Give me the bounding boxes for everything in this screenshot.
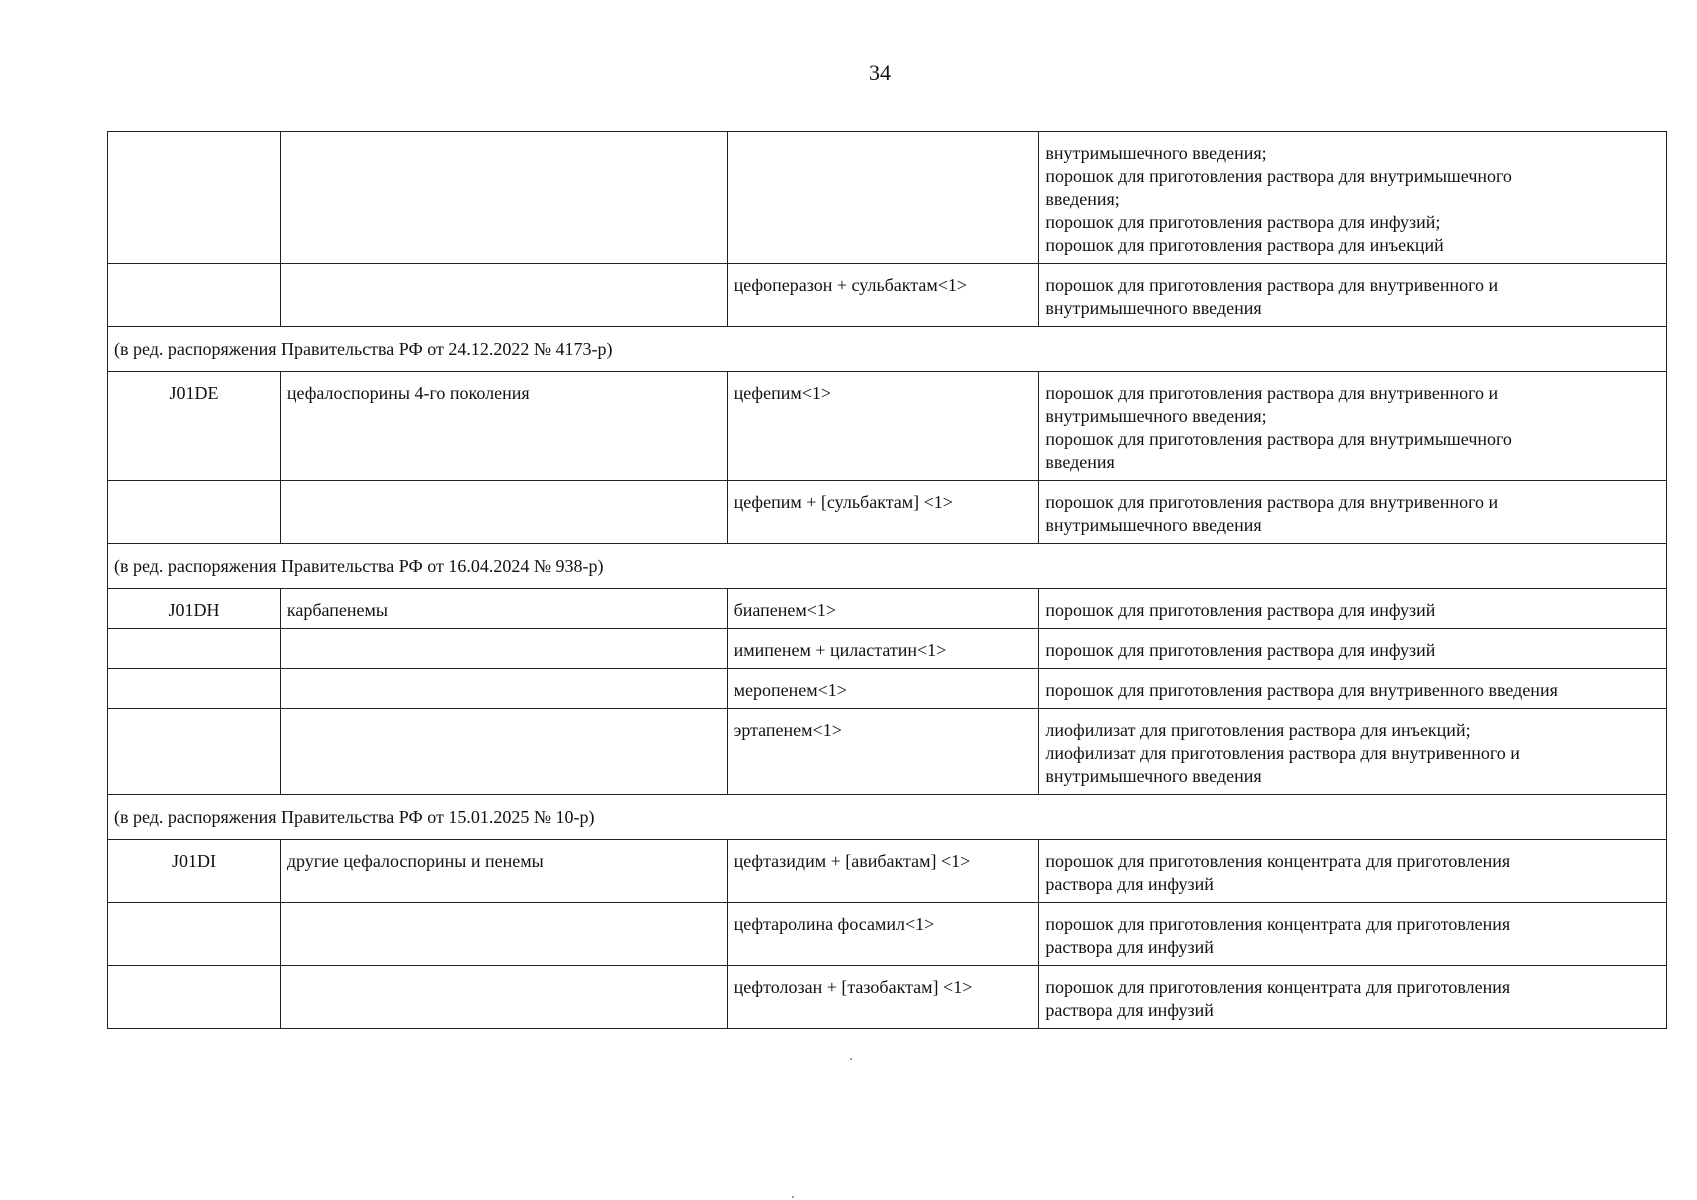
dosage-form-line: внутримышечного введения; [1045,143,1267,163]
pharmacological-group-cell [280,709,727,795]
table-row [108,629,1667,669]
atc-code-cell: J01DE [108,372,281,481]
drug-name-cell: эртапенем<1> [727,709,1039,795]
drug-name-cell [727,132,1039,264]
dosage-forms-cell [1039,966,1667,1029]
pharmacological-group-cell [280,264,727,327]
dosage-forms-cell [1039,132,1667,264]
dosage-forms-cell [1039,903,1667,966]
scan-speck [792,1196,794,1198]
dosage-form-line: порошок для приготовления концентрата для приготовления [1045,851,1511,871]
dosage-forms-cell [1039,264,1667,327]
dosage-form-line: порошок для приготовления раствора для инфузий [1045,600,1436,620]
dosage-form-line: раствора для инфузий [1045,1000,1214,1020]
dosage-forms-cell [1039,709,1667,795]
amendment-note-row [108,544,1667,589]
atc-code-cell [108,903,281,966]
atc-code-cell: J01DI [108,840,281,903]
scan-speck [850,1058,852,1060]
dosage-form-line: внутримышечного введения; [1045,406,1267,426]
amendment-note-row [108,795,1667,840]
dosage-forms-cell [1039,629,1667,669]
drug-name-cell: биапенем<1> [727,589,1039,629]
amendment-note: (в ред. распоряжения Правительства РФ от 16.04.2024 № 938-р) [108,544,1667,589]
drug-name-cell: цефепим + [сульбактам] <1> [727,481,1039,544]
dosage-form-line: внутримышечного введения [1045,515,1262,535]
dosage-form-line: порошок для приготовления концентрата для приготовления [1045,914,1511,934]
dosage-form-line: порошок для приготовления раствора для внутривенного и [1045,383,1499,403]
drug-name-cell: цефтазидим + [авибактам] <1> [727,840,1039,903]
dosage-forms-cell [1039,481,1667,544]
dosage-form-line: лиофилизат для приготовления раствора для инъекций; [1045,720,1471,740]
medicines-table [107,131,1667,1029]
drug-name-cell: меропенем<1> [727,669,1039,709]
dosage-form-line: лиофилизат для приготовления раствора для внутривенного и [1045,743,1520,763]
dosage-form-line: введения [1045,452,1115,472]
drug-name-cell: имипенем + циластатин<1> [727,629,1039,669]
dosage-form-line: внутримышечного введения [1045,298,1262,318]
table-row [108,669,1667,709]
dosage-form-line: порошок для приготовления раствора для внутривенного и [1045,492,1499,512]
pharmacological-group-cell [280,669,727,709]
table-row [108,966,1667,1029]
dosage-form-line: порошок для приготовления раствора для инфузий [1045,640,1436,660]
pharmacological-group-cell [280,966,727,1029]
dosage-form-line: порошок для приготовления концентрата для приготовления [1045,977,1511,997]
dosage-form-line: порошок для приготовления раствора для внутримышечного [1045,429,1512,449]
amendment-note: (в ред. распоряжения Правительства РФ от 24.12.2022 № 4173-р) [108,327,1667,372]
dosage-form-line: порошок для приготовления раствора для инфузий; [1045,212,1441,232]
dosage-forms-cell [1039,589,1667,629]
table-row [108,132,1667,264]
dosage-form-line: порошок для приготовления раствора для внутривенного и [1045,275,1499,295]
dosage-form-line: внутримышечного введения [1045,766,1262,786]
table-row [108,481,1667,544]
table-row [108,840,1667,903]
table-row [108,903,1667,966]
atc-code-cell [108,481,281,544]
dosage-form-line: порошок для приготовления раствора для внутривенного введения [1045,680,1558,700]
table-body [108,132,1667,1029]
drug-name-cell: цефтаролина фосамил<1> [727,903,1039,966]
atc-code-cell: J01DH [108,589,281,629]
table-row [108,589,1667,629]
table-row [108,709,1667,795]
drug-name-cell: цефоперазон + сульбактам<1> [727,264,1039,327]
pharmacological-group-cell: другие цефалоспорины и пенемы [280,840,727,903]
page-number: 34 [869,60,891,85]
amendment-note: (в ред. распоряжения Правительства РФ от 15.01.2025 № 10-р) [108,795,1667,840]
dosage-form-line: порошок для приготовления раствора для внутримышечного [1045,166,1512,186]
drug-name-cell: цефепим<1> [727,372,1039,481]
drug-name-cell: цефтолозан + [тазобактам] <1> [727,966,1039,1029]
pharmacological-group-cell: карбапенемы [280,589,727,629]
pharmacological-group-cell [280,132,727,264]
atc-code-cell [108,629,281,669]
dosage-forms-cell [1039,372,1667,481]
pharmacological-group-cell [280,903,727,966]
amendment-note-row [108,327,1667,372]
pharmacological-group-cell [280,481,727,544]
dosage-form-line: порошок для приготовления раствора для инъекций [1045,235,1444,255]
pharmacological-group-cell: цефалоспорины 4-го поколения [280,372,727,481]
dosage-form-line: введения; [1045,189,1120,209]
dosage-form-line: раствора для инфузий [1045,937,1214,957]
atc-code-cell [108,709,281,795]
table-row [108,372,1667,481]
atc-code-cell [108,132,281,264]
atc-code-cell [108,264,281,327]
atc-code-cell [108,669,281,709]
dosage-forms-cell [1039,840,1667,903]
pharmacological-group-cell [280,629,727,669]
atc-code-cell [108,966,281,1029]
dosage-forms-cell [1039,669,1667,709]
table-row [108,264,1667,327]
dosage-form-line: раствора для инфузий [1045,874,1214,894]
